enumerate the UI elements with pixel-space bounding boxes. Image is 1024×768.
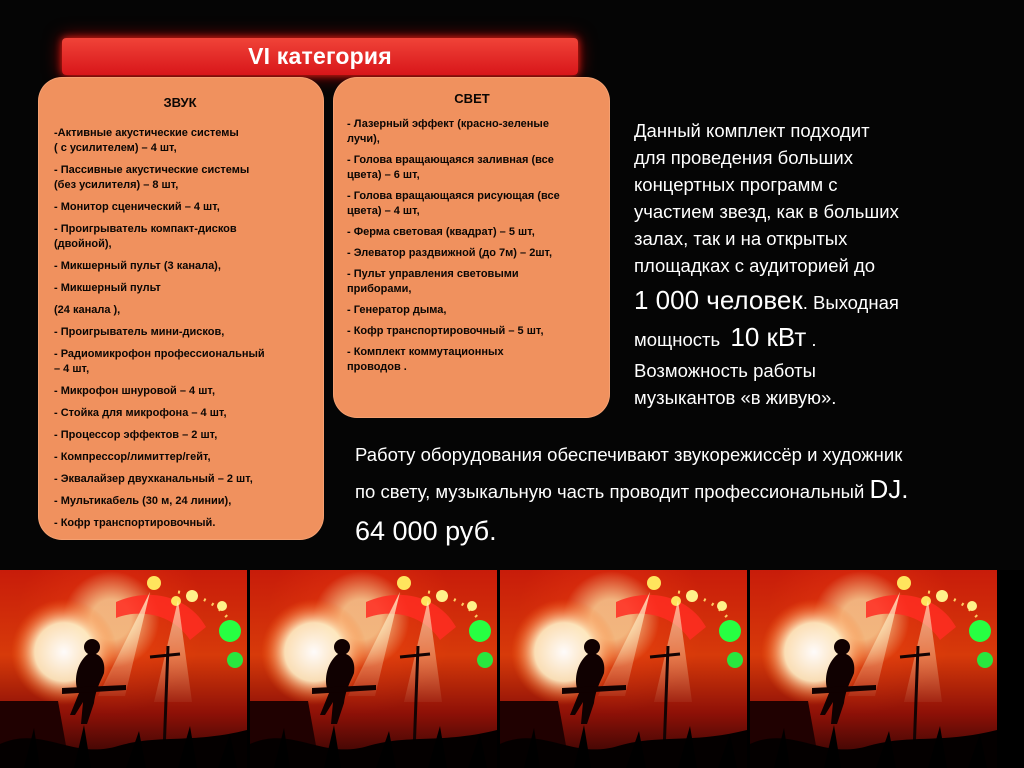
light-item: - Голова вращающаяся рисующая (все цвета) – 4 шт, (347, 190, 560, 217)
sound-item: (24 канала ), (54, 304, 121, 316)
light-item: - Кофр транспортировочный – 5 шт, (347, 325, 544, 337)
light-item: - Лазерный эффект (красно-зеленые лучи), (347, 118, 549, 145)
power-line (634, 320, 989, 357)
sound-item: - Радиомикрофон профессиональный – 4 шт, (54, 348, 265, 375)
concert-photo (250, 570, 497, 768)
sound-item: - Эквалайзер двухканальный – 2 шт, (54, 473, 253, 485)
light-item: - Элеватор раздвижной (до 7м) – 2шт, (347, 247, 553, 259)
sound-item: - Микшерный пульт (3 канала), (54, 260, 221, 272)
sound-item: - Микшерный пульт (54, 282, 161, 294)
power-label: мощность (634, 329, 731, 350)
service-line-one: Работу оборудования обеспечивают звукорежиссёр и художник (355, 444, 903, 465)
service-description (355, 438, 1005, 553)
dj-label: DJ. (869, 474, 909, 504)
light-item: - Комплект коммутационных проводов . (347, 346, 504, 373)
sound-item: - Монитор сценический – 4 шт, (54, 201, 220, 213)
description-paragraph: Данный комплект подходит для проведения больших концертных программ с участием звезд, как в больших залах, так и на открытых площадках с аудиторией до (634, 120, 899, 276)
power-suffix: . (806, 329, 817, 350)
light-item: - Генератор дыма, (347, 304, 447, 316)
concert-photo (0, 570, 247, 768)
light-item: - Голова вращающаяся заливная (все цвета) – 6 шт, (347, 154, 554, 181)
price-label: 64 000 руб. (355, 516, 497, 546)
concert-photo (750, 570, 997, 768)
light-heading: СВЕТ (454, 91, 490, 106)
category-title: VI категория (62, 38, 578, 75)
sound-equipment-panel (38, 77, 324, 540)
light-item: - Ферма световая (квадрат) – 5 шт, (347, 226, 535, 238)
light-equipment-list (347, 117, 597, 375)
package-description (634, 117, 989, 411)
live-music-note: Возможность работы музыкантов «в живую». (634, 360, 837, 408)
light-equipment-panel (333, 77, 610, 418)
light-item: - Пульт управления световыми приборами, (347, 268, 519, 295)
concert-photo-strip (0, 570, 1024, 768)
sound-item: - Процессор эффектов – 2 шт, (54, 429, 218, 441)
sound-heading: ЗВУК (163, 95, 197, 110)
sound-item: -Активные акустические системы ( с усилителем) – 4 шт, (54, 127, 239, 154)
service-line-two (355, 472, 1005, 509)
sound-item: - Кофр транспортировочный. (54, 517, 216, 529)
sound-item: - Стойка для микрофона – 4 шт, (54, 407, 227, 419)
sound-item: - Микрофон шнуровой – 4 шт, (54, 385, 215, 397)
sound-item: - Компрессор/лимиттер/гейт, (54, 451, 211, 463)
capacity-suffix: . Выходная (802, 292, 899, 313)
capacity-line (634, 283, 989, 320)
sound-item: - Пассивные акустические системы (без усилителя) – 8 шт, (54, 164, 250, 191)
capacity-value: 1 000 человек (634, 285, 803, 315)
sound-item: - Проигрыватель мини-дисков, (54, 326, 225, 338)
sound-equipment-list (54, 126, 306, 531)
sound-item: - Проигрыватель компакт-дисков (двойной), (54, 223, 237, 250)
power-value: 10 кВт (730, 322, 807, 352)
sound-item: - Мультикабель (30 м, 24 линии), (54, 495, 232, 507)
service-line-two-prefix: по свету, музыкальную часть проводит профессиональный (355, 481, 870, 502)
concert-photo (500, 570, 747, 768)
